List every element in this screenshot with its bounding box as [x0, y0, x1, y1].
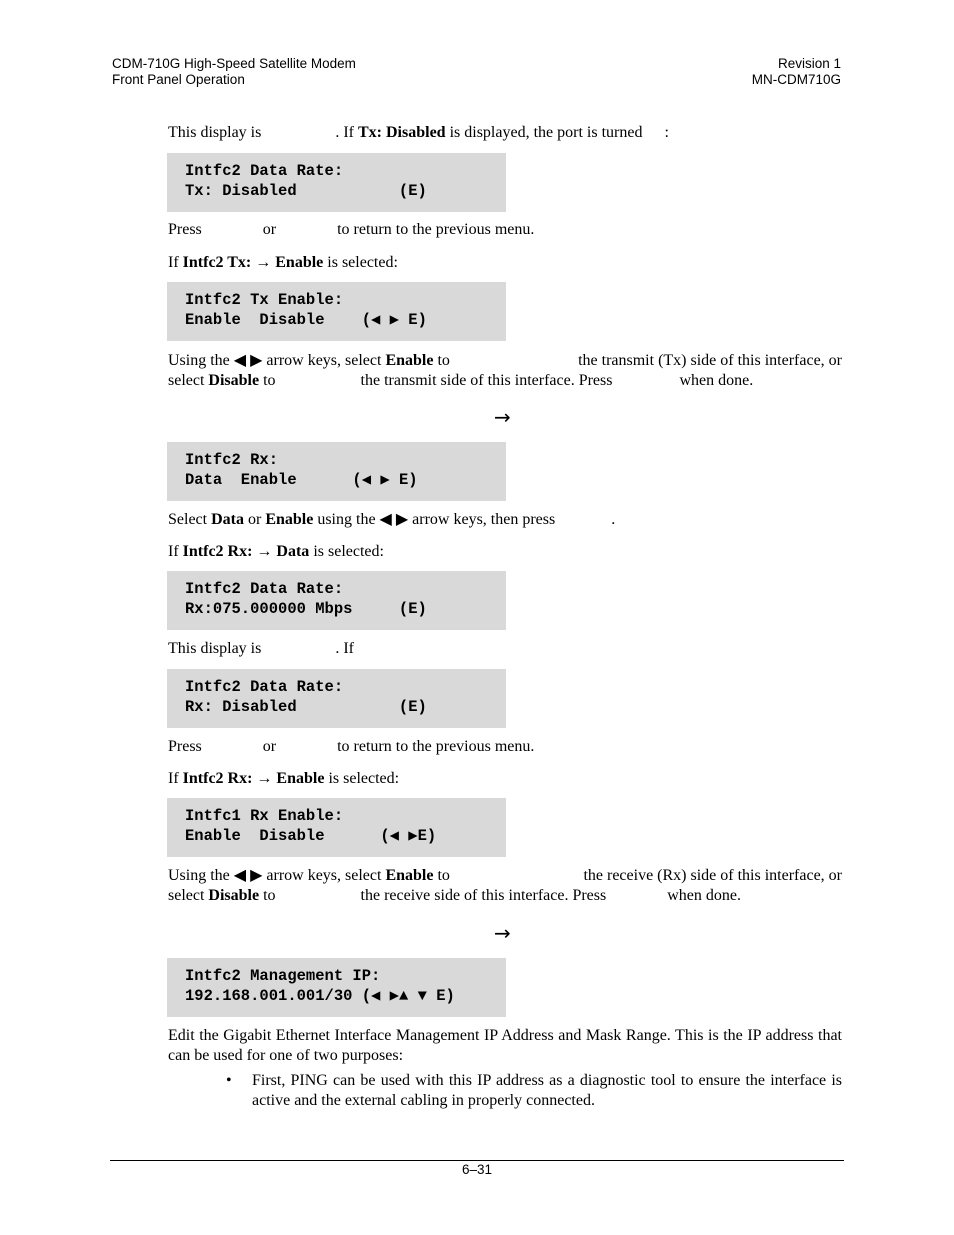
- bullet-icon: •: [226, 1072, 232, 1089]
- document-number: MN-CDM710G: [751, 72, 841, 87]
- paragraph-tx-enable-instructions: Using the ◀ ▶ arrow keys, select Enable to the transmit (Tx) side of this interface, or select Disable to the transmit side of this interface. Press when done.: [168, 352, 842, 389]
- paragraph-if-rx-data: If Intfc2 Rx: → Data is selected:: [168, 543, 384, 560]
- lcd-display-management-ip: Intfc2 Management IP: 192.168.001.001/30 (◀ ▶▲ ▼ E): [167, 958, 506, 1017]
- right-arrow-icon: →: [255, 254, 272, 271]
- lcd-display-rx-menu: Intfc2 Rx: Data Enable (◀ ▶ E): [167, 442, 506, 501]
- paragraph-management-ip-description: Edit the Gigabit Ethernet Interface Management IP Address and Mask Range. This is the IP address that can be used for one of two purposes:: [168, 1027, 842, 1064]
- right-arrow-icon: →: [494, 405, 511, 429]
- lcd-display-rx-data-rate: Intfc2 Data Rate: Rx:075.000000 Mbps (E): [167, 571, 506, 630]
- footer-rule: [110, 1160, 844, 1161]
- paragraph-press-return-2: Press or to return to the previous menu.: [168, 738, 535, 755]
- lcd-display-tx-disabled: Intfc2 Data Rate: Tx: Disabled (E): [167, 153, 506, 212]
- paragraph-rx-display-note: This display is . If: [168, 640, 354, 657]
- lcd-display-rx-enable: Intfc1 Rx Enable: Enable Disable (◀ ▶E): [167, 798, 506, 857]
- right-arrow-icon: →: [256, 543, 273, 560]
- right-arrow-icon: →: [494, 921, 511, 945]
- paragraph-if-tx-enable: If Intfc2 Tx: → Enable is selected:: [168, 254, 398, 271]
- paragraph-press-return-1: Press or to return to the previous menu.: [168, 221, 535, 238]
- lcd-display-tx-enable: Intfc2 Tx Enable: Enable Disable (◀ ▶ E): [167, 282, 506, 341]
- section-title: Front Panel Operation: [112, 72, 245, 87]
- bullet-item-ping: First, PING can be used with this IP address as a diagnostic tool to ensure the interface is active and the external cabling in properly connected.: [252, 1072, 842, 1109]
- revision-label: Revision 1: [777, 56, 841, 71]
- paragraph-select-data-enable: Select Data or Enable using the ◀ ▶ arrow keys, then press .: [168, 511, 616, 528]
- running-header-right: [752, 56, 841, 88]
- running-header-left: [112, 56, 356, 88]
- page-number: 6–31: [461, 1162, 493, 1177]
- right-arrow-icon: →: [256, 770, 273, 787]
- document-title: CDM-710G High-Speed Satellite Modem: [112, 56, 356, 71]
- paragraph-if-rx-enable: If Intfc2 Rx: → Enable is selected:: [168, 770, 400, 787]
- paragraph-rx-enable-instructions: Using the ◀ ▶ arrow keys, select Enable to the receive (Rx) side of this interface, or select Disable to the receive side of this interface. Press when done.: [168, 867, 842, 904]
- lcd-display-rx-disabled: Intfc2 Data Rate: Rx: Disabled (E): [167, 669, 506, 728]
- paragraph-tx-display-note: This display is . If Tx: Disabled is displayed, the port is turned :: [168, 124, 669, 141]
